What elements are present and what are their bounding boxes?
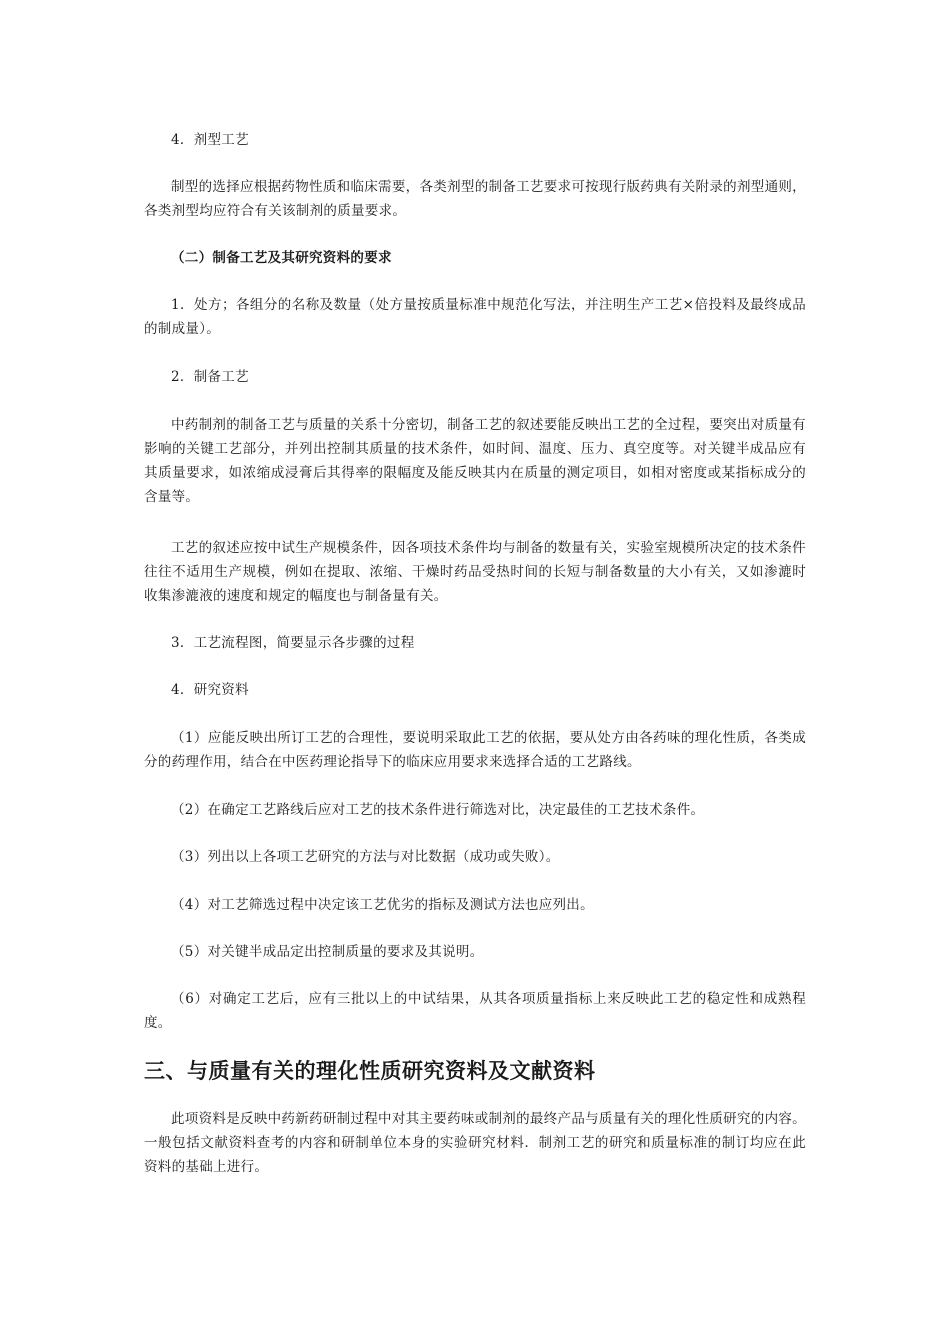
section-three-heading: 三、与质量有关的理化性质研究资料及文献资料 [144,1059,596,1083]
section-three-paragraph: 此项资料是反映中药新药研制过程中对其主要药味或制剂的最终产品与质量有关的理化性质研究的内容。一般包括文献资料查考的内容和研制单位本身的实验研究材料．制剂工艺的研究和质量标准的制订均应在此资料的基础上进行。 [144,1111,806,1175]
research-materials-heading: 4．研究资料 [171,682,249,698]
process-flowchart-item: 3．工艺流程图，简要显示各步骤的过程 [171,635,415,651]
research-item-2: （2）在确定工艺路线后应对工艺的技术条件进行筛选对比，决定最佳的工艺技术条件。 [171,802,705,818]
preparation-process-paragraph-2: 工艺的叙述应按中试生产规模条件，因各项技术条件均与制备的数量有关，实验室规模所决定的技术条件往往不适用生产规模，例如在提取、浓缩、干燥时药品受热时间的长短与制备数量的大小有关，又如渗漉时收集渗漉液的速度和规定的幅度也与制备量有关。 [144,540,806,604]
research-item-6: （6）对确定工艺后，应有三批以上的中试结果，从其各项质量指标上来反映此工艺的稳定性和成熟程度。 [144,991,806,1031]
dosage-form-paragraph: 制型的选择应根据药物性质和临床需要，各类剂型的制备工艺要求可按现行版药典有关附录的剂型通则，各类剂型均应符合有关该制剂的质量要求。 [144,179,806,219]
preparation-process-paragraph-1: 中药制剂的制备工艺与质量的关系十分密切，制备工艺的叙述要能反映出工艺的全过程，要突出对质量有影响的关键工艺部分，并列出控制其质量的技术条件，如时间、温度、压力、真空度等。对关键半成品应有其质量要求，如浓缩成浸膏后其得率的限幅度及能反映其内在质量的测定项目，如相对密度或某指标成分的含量等。 [144,417,806,505]
dosage-form-heading: 4．剂型工艺 [171,132,249,148]
preparation-process-heading: 2．制备工艺 [171,369,249,385]
prescription-item: 1．处方；各组分的名称及数量（处方量按质量标准中规范化写法，并注明生产工艺×倍投料及最终成品的制成量）。 [144,297,806,337]
research-item-4: （4）对工艺筛选过程中决定该工艺优劣的指标及测试方法也应列出。 [171,897,594,913]
research-item-3: （3）列出以上各项工艺研究的方法与对比数据（成功或失败）。 [171,849,560,865]
research-item-5: （5）对关键半成品定出控制质量的要求及其说明。 [171,944,484,960]
research-item-1: （1）应能反映出所订工艺的合理性，要说明采取此工艺的依据，要从处方由各药味的理化性质，各类成分的药理作用，结合在中医药理论指导下的临床应用要求来选择合适的工艺路线。 [144,730,806,770]
section-two-heading: （二）制备工艺及其研究资料的要求 [171,250,392,266]
